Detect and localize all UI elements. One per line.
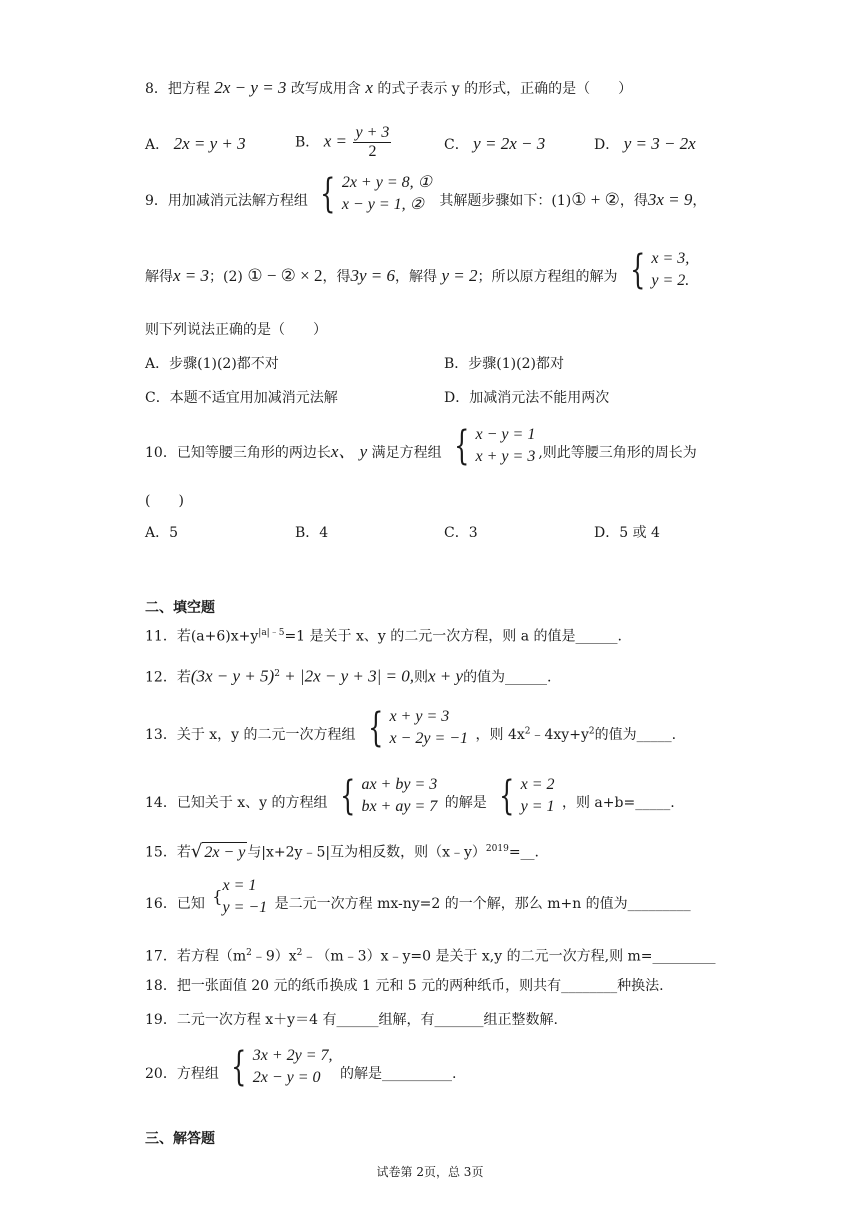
option-a: A．5 [145,525,179,541]
option-b: B．4 [295,525,329,541]
question-13: 13．关于 x，y 的二元一次方程组 { x + y = 3 x − 2y = −1 ，则 $4x^2﹣4xy+y^2$的值为_____. [145,705,677,751]
solution-system: { x = 2 y = 1 [499,773,555,819]
question-14: 14．已知关于 x、y 的方程组 { ax + by = 3 bx + ay = 7 的解是 { x = 2 y = 1 ，则 a+b=_____. [145,773,675,819]
equation-system: { x − y = 1 x + y = 3 [454,423,536,469]
equation-system: { 3x + 2y = 7, 2x − y = 0 [231,1044,333,1090]
option-d: D．5 或 4 [594,525,660,541]
question-16: 16．已知 { x = 1 y = −1 是二元一次方程 mx-ny=2 的一个解，那么 m+n 的值为_________ [145,889,820,919]
option-a: A． 2x = y + 3 [145,134,246,153]
answer-paren: ( ) [145,493,184,509]
option-a: A．步骤(1)(2)都不对 [145,356,279,372]
question-9-line-3: 则下列说法正确的是（ ） [145,322,327,338]
question-18: 18．把一张面值 20 元的纸币换成 1 元和 5 元的两种纸币，则共有________种换法. [145,978,664,994]
equation-system: { x = 1 y = −1 [212,877,268,916]
page-footer: 试卷第 2页，总 3页 [376,1165,484,1179]
question-9-line-1: 9．用加减消元法解方程组 { 2x + y = 8, ① x − y = 1, ② 其解题步骤如下：(1)① + ②，得3x = 9， [145,171,707,217]
option-c: C．3 [444,525,478,541]
option-c: C．本题不适宜用加减消元法解 [145,390,338,406]
fraction: $\frac{y + 3}{2}$ [355,124,390,160]
question-10-stem: 10．已知等腰三角形的两边长x、 y 满足方程组 { x − y = 1 x + y = 3 ,则此等腰三角形的周长为 [145,423,697,469]
equation-system: { 2x + y = 8, ① x − y = 1, ② [320,171,432,217]
question-20: 20．方程组 { 3x + 2y = 7, 2x − y = 0 的解是__________. [145,1044,457,1090]
question-9-line-2: 解得x = 3；(2) ① − ② × 2，得3y = 6，解得 y = 2；所以原方程组的解为 { x = 3, y = 2. [145,247,690,293]
equation-system: { x + y = 3 x − 2y = −1 [368,705,469,751]
option-b: B． x = $\frac{y + 3}{2}$ [295,124,390,160]
option-d: D． y = 3 − 2x [594,134,696,153]
equation-system: { ax + by = 3 bx + ay = 7 [340,773,438,819]
question-8-stem: 8．把方程 2x − y = 3 改写成用含 x 的式子表示 y 的形式，正确的是（ ） [145,78,633,97]
question-12: 12．若$(3x - y + 5)^2 + |2x - y + 3| = 0$,则x + y的值为______. [145,666,552,686]
equation: 2x − y = 3 [214,78,287,97]
question-15: 15．若√ 2x − y 与|x+2y﹣5|互为相反数，则（x﹣y）$^{2019}$=__. [145,841,539,863]
option-c: C． y = 2x − 3 [444,134,546,153]
solution-system: { x = 3, y = 2. [630,247,690,293]
option-d: D．加减消元法不能用两次 [444,390,610,406]
section-heading: 二、填空题 [145,600,215,616]
section-heading: 三、解答题 [145,1131,215,1147]
option-b: B．步骤(1)(2)都对 [444,356,564,372]
question-11: 11．若$(a+6)x+y^{|a|﹣5}=1$ 是关于 x、y 的二元一次方程，则 a 的值是______. [145,628,622,645]
question-17: 17．若方程$(m^2﹣9)x^2﹣(m﹣3)x﹣y=0$ 是关于 x,y 的二元一次方程,则 m=_________ [145,948,716,965]
question-19: 19．二元一次方程 x＋y＝4 有______组解，有_______组正整数解. [145,1012,558,1028]
square-root: √ 2x − y [190,841,246,863]
